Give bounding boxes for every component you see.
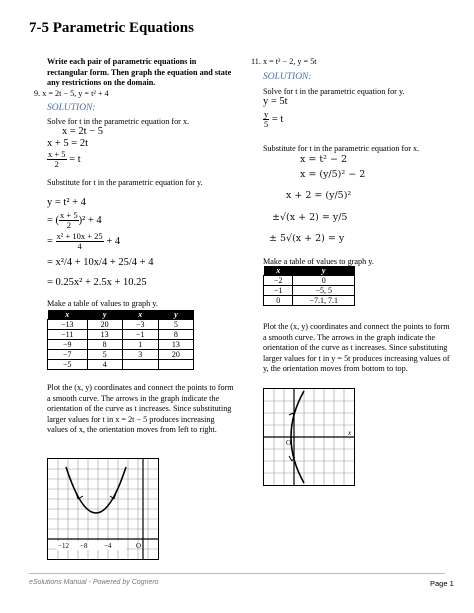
substitute-instruction: Substitute for t in the parametric equation for x. xyxy=(263,144,420,153)
parabola-curve xyxy=(66,467,126,513)
equation-line: $\frac{x + 5}{2}$ = t xyxy=(48,149,81,169)
table-cell: −7.1, 7.1 xyxy=(293,296,355,306)
equation-line: = ( $\frac{x + 5}{2}$ )² + 4 xyxy=(47,210,102,230)
equation-line: x = (y/5)² − 2 xyxy=(300,169,366,180)
solve-instruction: Solve for t in the parametric equation for y. xyxy=(263,87,405,96)
table-caption: Make a table of values to graph y. xyxy=(47,299,158,308)
table-cell: 5 xyxy=(87,350,122,360)
tick-label: −8 xyxy=(80,542,88,550)
table-cell: 20 xyxy=(158,350,193,360)
table-header: x xyxy=(264,266,293,276)
table-cell: 0 xyxy=(264,296,293,306)
page-title: 7-5 Parametric Equations xyxy=(29,20,194,36)
equation-line: = 0.25x² + 2.5x + 10.25 xyxy=(47,277,147,288)
table-header: x xyxy=(122,310,158,320)
equation-line: ± 5√(x + 2) = y xyxy=(269,233,345,244)
table-header: x xyxy=(48,310,88,320)
instructions: Write each pair of parametric equations in rectangular form. Then graph the equation and state any restrictions on the domain. xyxy=(47,57,232,87)
table-caption: Make a table of values to graph y. xyxy=(263,257,374,266)
equation-line: y = 5t xyxy=(263,96,288,107)
table-cell: −5 xyxy=(48,360,88,370)
footer-divider xyxy=(29,573,445,574)
table-cell: −1 xyxy=(264,286,293,296)
equation-line: x = 2t − 5 xyxy=(62,126,104,137)
tick-label: −4 xyxy=(104,542,112,550)
table-cell: 4 xyxy=(87,360,122,370)
plot-explanation: Plot the (x, y) coordinates and connect the points to form a smooth curve. The arrows in the graph indicate the orientation of the curve as t increases. Since substituting larger values for t in x = 2t − 5 produces increasing values of x, the orientation moves from left to right. xyxy=(47,383,234,434)
table-cell: 13 xyxy=(158,340,193,350)
table-row xyxy=(264,276,355,286)
footer-source: eSolutions Manual - Powered by Cognero xyxy=(29,579,159,586)
problem-9: 9. x = 2t − 5, y = t² + 4 xyxy=(34,89,109,98)
table-cell xyxy=(158,360,193,370)
tick-label: −12 xyxy=(58,542,69,550)
table-cell: 8 xyxy=(87,340,122,350)
table-cell: −13 xyxy=(48,320,88,330)
solution-label: SOLUTION: xyxy=(47,103,96,113)
solve-instruction: Solve for t in the parametric equation for x. xyxy=(47,117,190,126)
table-cell: −7 xyxy=(48,350,88,360)
table-cell: 20 xyxy=(87,320,122,330)
substitute-instruction: Substitute for t in the parametric equation for y. xyxy=(47,178,203,187)
table-cell: −11 xyxy=(48,330,88,340)
table-row xyxy=(48,330,194,340)
equation-line: x = t² − 2 xyxy=(300,154,348,165)
table-header: y xyxy=(293,266,355,276)
equation-line: x + 5 = 2t xyxy=(47,138,89,149)
table-cell: 8 xyxy=(158,330,193,340)
equation-line: = x²/4 + 10x/4 + 25/4 + 4 xyxy=(47,257,154,268)
equation-line: ±√(x + 2) = y/5 xyxy=(272,212,348,223)
tick-label: O xyxy=(136,542,142,550)
plot-explanation: Plot the (x, y) coordinates and connect the points to form a smooth curve. The arrows in the graph indicate the orientation of the curve as t increases. Since substituting larger values for t in y = 5t produces increasing values of y, the orientation moves from bottom to top. xyxy=(263,322,450,373)
x-axis-label: x xyxy=(348,429,352,437)
problem-11: 11. x = t² − 2, y = 5t xyxy=(251,57,317,66)
table-cell: 13 xyxy=(87,330,122,340)
table-cell: 3 xyxy=(122,350,158,360)
table-cell xyxy=(122,360,158,370)
graph-left xyxy=(47,458,159,560)
table-cell: −5, 5 xyxy=(293,286,355,296)
page-number: Page 1 xyxy=(430,579,454,588)
equation-line: x + 2 = (y/5)² xyxy=(286,190,352,201)
values-table xyxy=(263,266,355,306)
equation-line: y = t² + 4 xyxy=(47,197,86,208)
table-row xyxy=(264,296,355,306)
table-header: y xyxy=(87,310,122,320)
table-row xyxy=(48,360,194,370)
table-cell: 5 xyxy=(158,320,193,330)
table-header: y xyxy=(158,310,193,320)
table-cell: −3 xyxy=(122,320,158,330)
equation-line: $\frac{y}{5}$ = t xyxy=(264,109,284,129)
table-cell: −1 xyxy=(122,330,158,340)
solution-label: SOLUTION: xyxy=(263,72,312,82)
table-row xyxy=(48,340,194,350)
equation-line: = $\frac{\text{x² + 10x + 25}}{4}$ + 4 xyxy=(47,231,121,251)
table-row xyxy=(48,320,194,330)
table-cell: 1 xyxy=(122,340,158,350)
table-cell: −2 xyxy=(264,276,293,286)
tick-label: O xyxy=(286,439,292,447)
graph-right xyxy=(263,388,355,486)
table-row xyxy=(264,286,355,296)
table-cell: 0 xyxy=(293,276,355,286)
values-table xyxy=(47,310,194,370)
table-row xyxy=(48,350,194,360)
table-cell: −9 xyxy=(48,340,88,350)
